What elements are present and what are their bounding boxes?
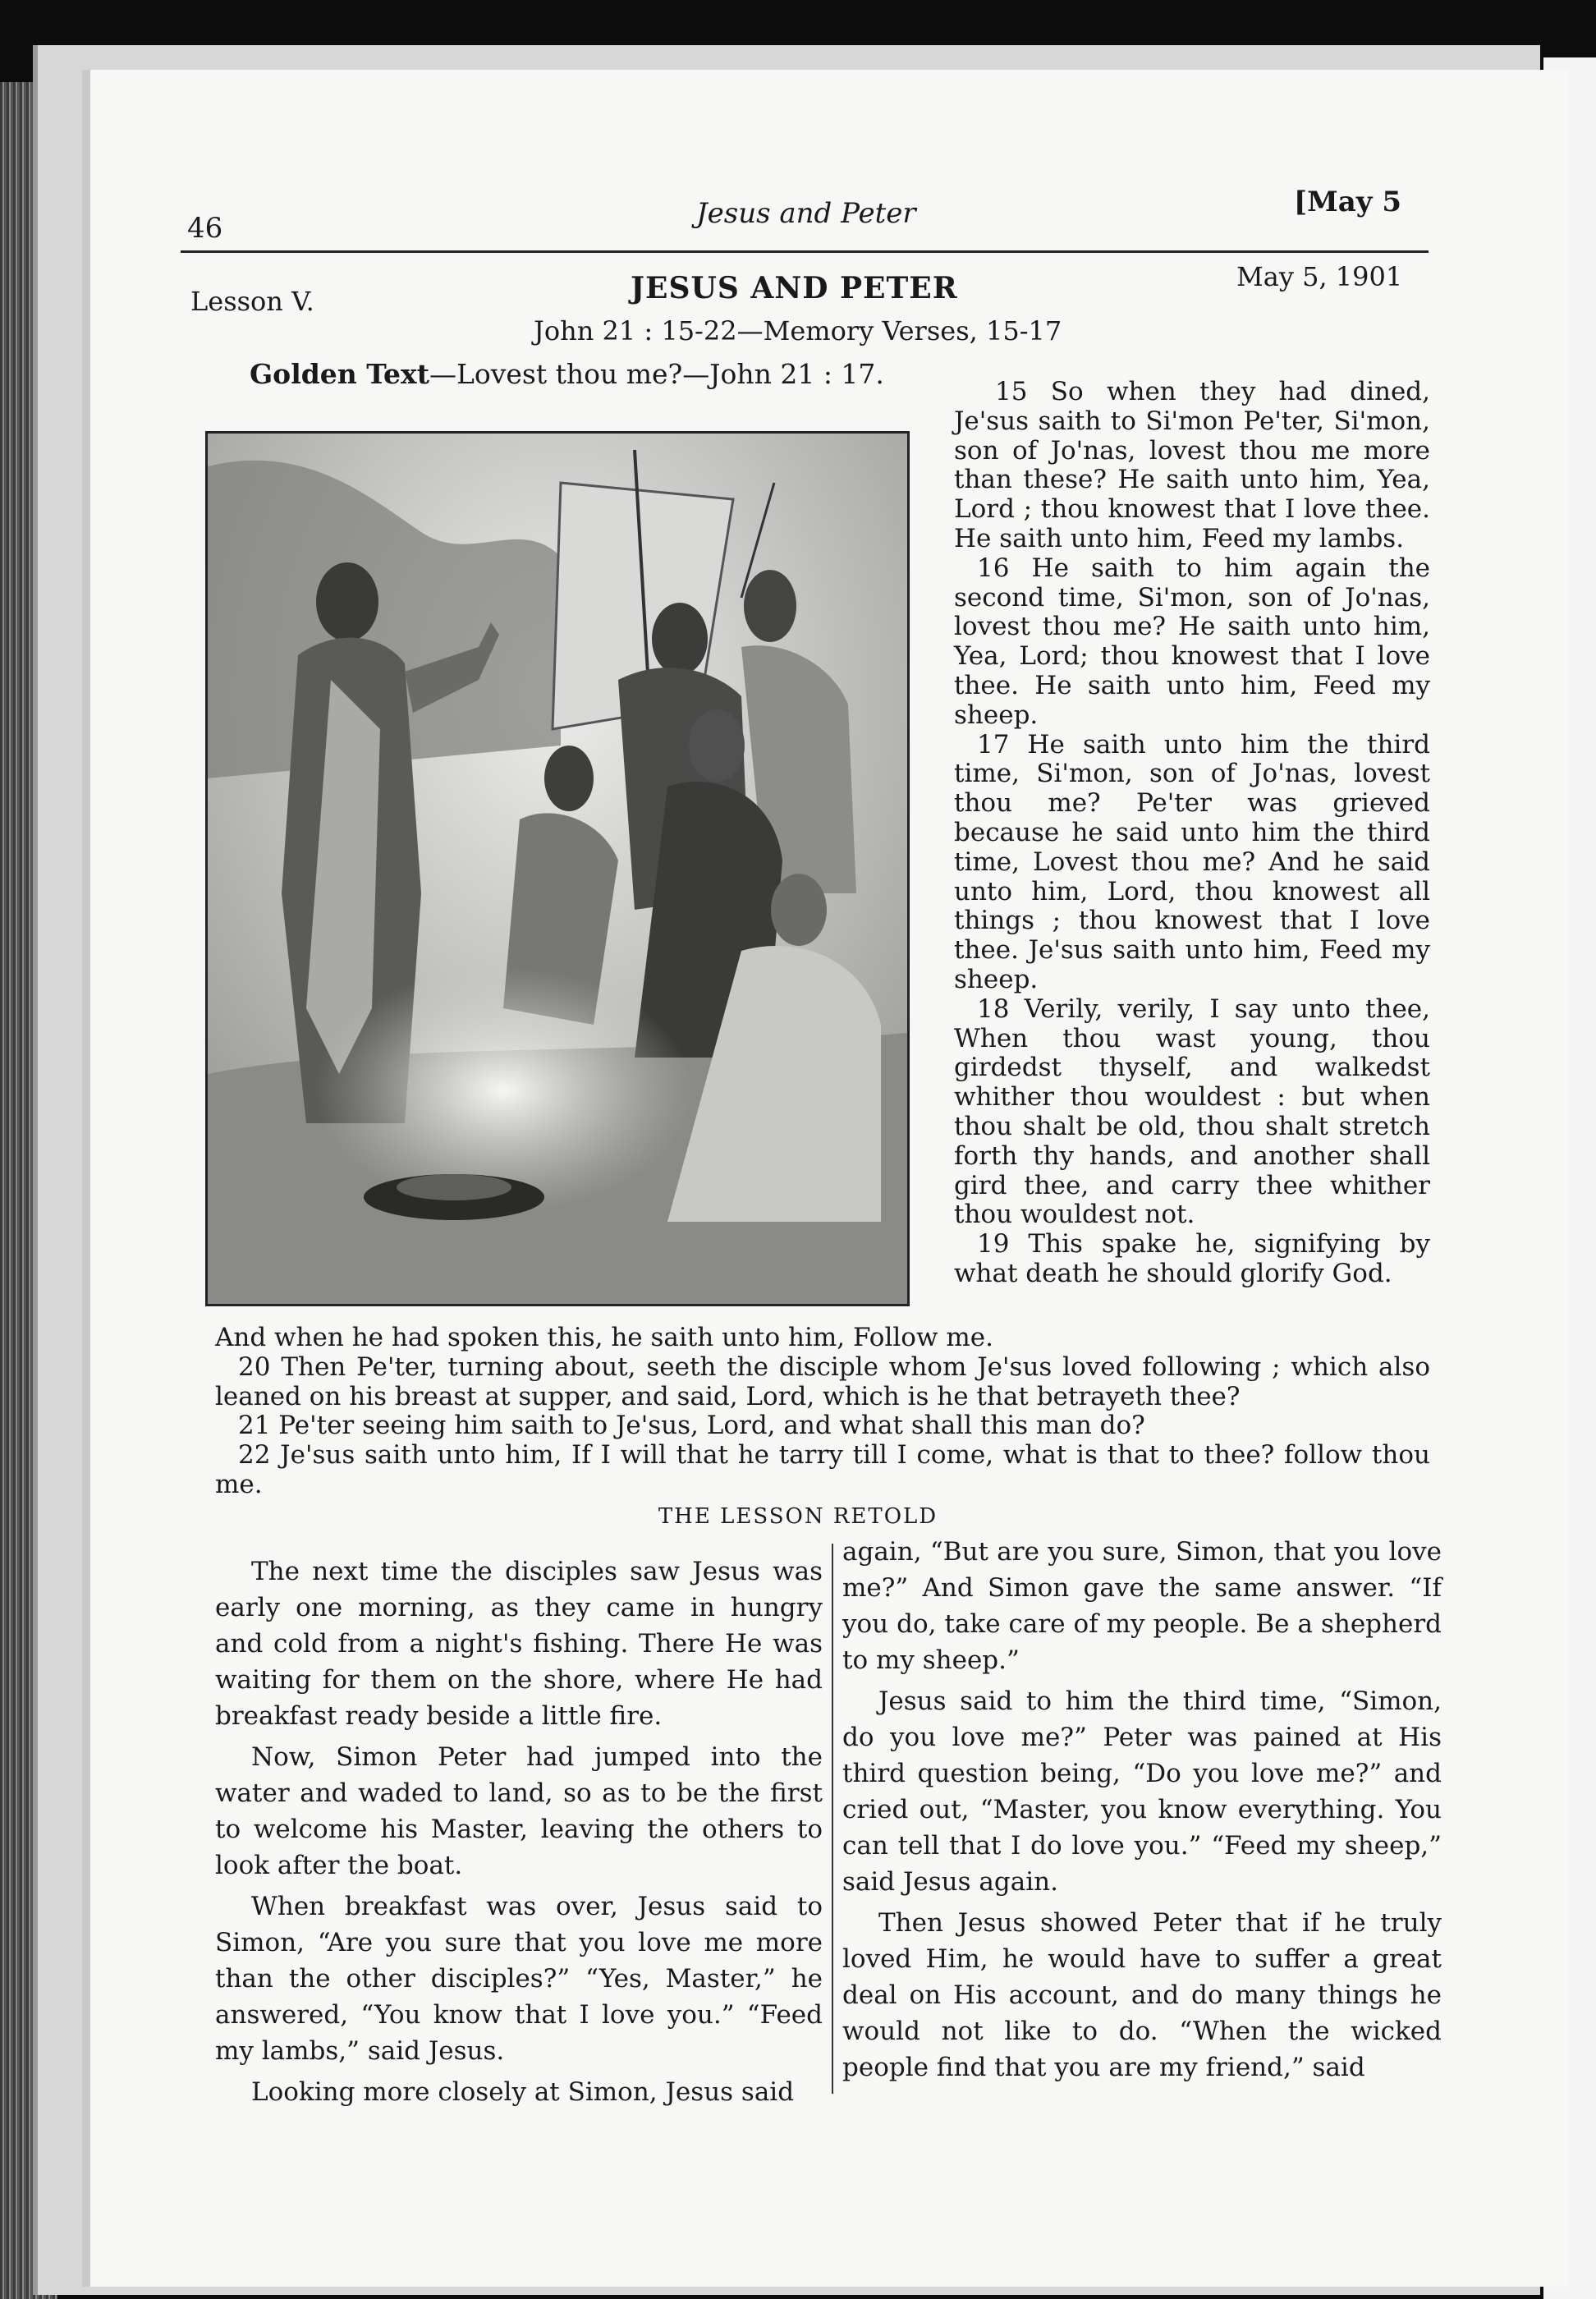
retold-paragraph: Looking more closely at Simon, Jesus said: [251, 2077, 795, 2107]
header-rule: [181, 250, 1429, 253]
verses-full-width: [215, 1324, 1430, 1500]
verses-column: [954, 378, 1430, 1289]
lesson-title: JESUS AND PETER: [631, 271, 958, 305]
column-divider: [832, 1544, 833, 2094]
illustration-jesus-and-disciples: [205, 431, 910, 1306]
retold-paragraph: again, “But are you sure, Simon, that you love me?” And Simon gave the same answer. “If you do, take care of my people. Be a shepherd to my sheep.”: [842, 1537, 1442, 1675]
running-title: Jesus and Peter: [696, 197, 916, 230]
verse-15: 15 So when they had dined, Je'sus saith to Si'mon Pe'ter, Si'mon, son of Jo'nas, lovest thou me more than these? He saith unto him, Yea, Lord ; thou knowest that I love thee. He saith unto him, Feed my lambs.: [954, 377, 1430, 553]
verse-16: 16 He saith to him again the second time, Si'mon, son of Jo'nas, lovest thou me? He saith unto him, Yea, Lord; thou knowest that I love thee. He saith unto him, Feed my sheep.: [954, 553, 1430, 730]
retold-paragraph: Jesus said to him the third time, “Simon, do you love me?” Peter was pained at His third question being, “Do you love me?” and cried out, “Master, you know everything. You can tell that I do love you.” “Feed my sheep,” said Jesus again.: [842, 1686, 1442, 1897]
verse-19: 19 This spake he, signifying by what death he should glorify God.: [954, 1229, 1430, 1288]
verse-22: 22 Je'sus saith unto him, If I will that he tarry till I come, what is that to thee? follow thou me.: [215, 1440, 1430, 1499]
golden-text-label: Golden Text: [250, 358, 429, 390]
lesson-date: May 5, 1901: [1236, 261, 1403, 292]
lesson-number: Lesson V.: [190, 286, 314, 317]
golden-text: [250, 358, 884, 390]
lesson-retold-heading: THE LESSON RETOLD: [658, 1504, 938, 1529]
retold-paragraph: Now, Simon Peter had jumped into the water and waded to land, so as to be the first to welcome his Master, leaving the others to look after the boat.: [215, 1742, 823, 1880]
verse-19-continued: And when he had spoken this, he saith unto him, Follow me.: [215, 1323, 993, 1352]
golden-text-verse: —Lovest thou me?—John 21 : 17.: [429, 358, 884, 390]
engraving-image: [208, 434, 907, 1304]
verse-17: 17 He saith unto him the third time, Si'mon, son of Jo'nas, lovest thou me? Pe'ter was grieved because he said unto him the third time, Lovest thou me? And he said unto him, Lord, thou knowest all things ; thou knowest that I love thee. Je'sus saith unto him, Feed my sheep.: [954, 729, 1430, 994]
retold-left-column: [215, 1553, 823, 2115]
retold-paragraph: When breakfast was over, Jesus said to Simon, “Are you sure that you love me more than the other disciples?” “Yes, Master,” he answered, “You know that I love you.” “Feed my lambs,” said Jesus.: [215, 1892, 823, 2066]
running-date: [May 5: [1294, 186, 1402, 218]
page-number: 46: [187, 212, 223, 245]
verse-21: 21 Pe'ter seeing him saith to Je'sus, Lord, and what shall this man do?: [238, 1411, 1145, 1441]
scripture-reference: John 21 : 15-22—Memory Verses, 15-17: [534, 315, 1062, 346]
verse-20: 20 Then Pe'ter, turning about, seeth the disciple whom Je'sus loved following ; which also leaned on his breast at supper, and said, Lord, which is he that betrayeth thee?: [215, 1351, 1430, 1411]
retold-right-column: [842, 1534, 1442, 2090]
retold-paragraph: Then Jesus showed Peter that if he truly loved Him, he would have to suffer a great deal on His account, and do many things he would not like to do. “When the wicked people find that you are my friend,” said: [842, 1908, 1442, 2082]
verse-18: 18 Verily, verily, I say unto thee, When thou wast young, thou girdedst thyself, and walkedst whither thou wouldest : but when thou shalt be old, thou shalt stretch forth thy hands, and another shall gird thee, and carry thee whither thou wouldest not.: [954, 993, 1430, 1230]
retold-paragraph: The next time the disciples saw Jesus was early one morning, as they came in hungry and cold from a night's fishing. There He was waiting for them on the shore, where He had breakfast ready beside a little fire.: [215, 1557, 823, 1731]
